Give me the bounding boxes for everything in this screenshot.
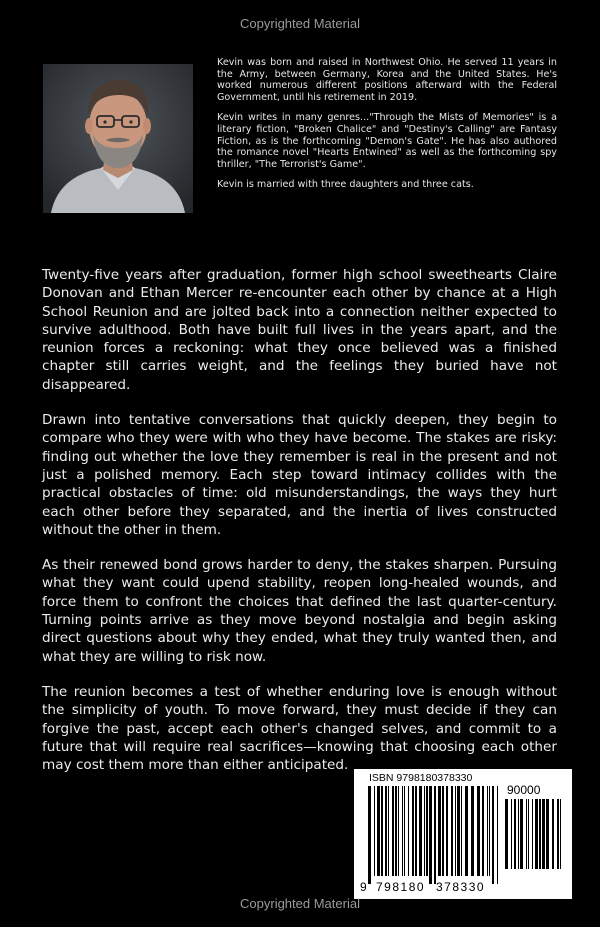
price-addon-bars xyxy=(505,799,561,877)
bio-paragraph: Kevin writes in many genres..."Through the Mists of Memories" is a literary fiction, "Broken Chalice" and "Destiny's Calling" are Fantasy Fiction, as is the forthcoming "Demon's Gate". He has also authored the romance novel "Hearts Entwined" as well as the forthcoming spy thriller, "The Terrorist's Game". xyxy=(217,112,557,170)
copyright-watermark-top: Copyrighted Material xyxy=(240,16,360,31)
author-bio xyxy=(217,57,557,200)
ean-barcode-bars xyxy=(368,786,498,884)
blurb-paragraph: Twenty-five years after graduation, former high school sweethearts Claire Donovan and Ethan Mercer re-encounter each other by chance at a High School Reunion and are jolted back into a connection neither expected to survive adulthood. Both have built full lives in the years apart, and the reunion forces a reckoning: what they once believed was a finished chapter still carries weight, and the feelings they buried have not disappeared. xyxy=(42,267,557,393)
isbn-digits-right: 378330 xyxy=(436,880,486,894)
bio-paragraph: Kevin was born and raised in Northwest Ohio. He served 11 years in the Army, between Germany, Korea and the United States. He's worked numerous different positions afterward with the Federal Government, until his retirement in 2019. xyxy=(217,57,557,103)
isbn-barcode xyxy=(354,769,572,899)
blurb-paragraph: As their renewed bond grows harder to deny, the stakes sharpen. Pursuing what they want could upend stability, reopen long-healed wounds, and force them to confront the choices that defined the last quarter-century. Turning points arrive as they move beyond nostalgia and begin asking direct questions about why they ended, what they truly wanted then, and what they are willing to risk now. xyxy=(42,557,557,665)
isbn-label: ISBN 9798180378330 xyxy=(369,772,473,784)
isbn-digits-left: 798180 xyxy=(376,880,426,894)
isbn-digit-lead: 9 xyxy=(360,880,367,894)
book-blurb xyxy=(42,266,557,791)
bio-paragraph: Kevin is married with three daughters and three cats. xyxy=(217,179,474,191)
isbn-digits xyxy=(354,880,572,896)
blurb-paragraph: Drawn into tentative conversations that quickly deepen, they begin to compare who they were with who they have become. The stakes are risky: finding out whether the love they remember is real in the present and not just a polished memory. Each step toward intimacy collides with the practical obstacles of time: old misunderstandings, the ways they hurt each other before they separated, and the inertia of lives constructed without the other in them. xyxy=(42,412,557,538)
blurb-paragraph: The reunion becomes a test of whether enduring love is enough without the simplicity of youth. To move forward, they must decide if they can forgive the past, accept each other's changed selves, and commit to a future that will require real sacrifices—knowing that choosing each other may cost them more than either anticipated. xyxy=(42,683,557,774)
author-portrait-image xyxy=(43,64,193,213)
copyright-watermark-bottom: Copyrighted Material xyxy=(240,896,360,911)
price-code: 90000 xyxy=(507,783,541,797)
author-photo xyxy=(43,64,193,213)
